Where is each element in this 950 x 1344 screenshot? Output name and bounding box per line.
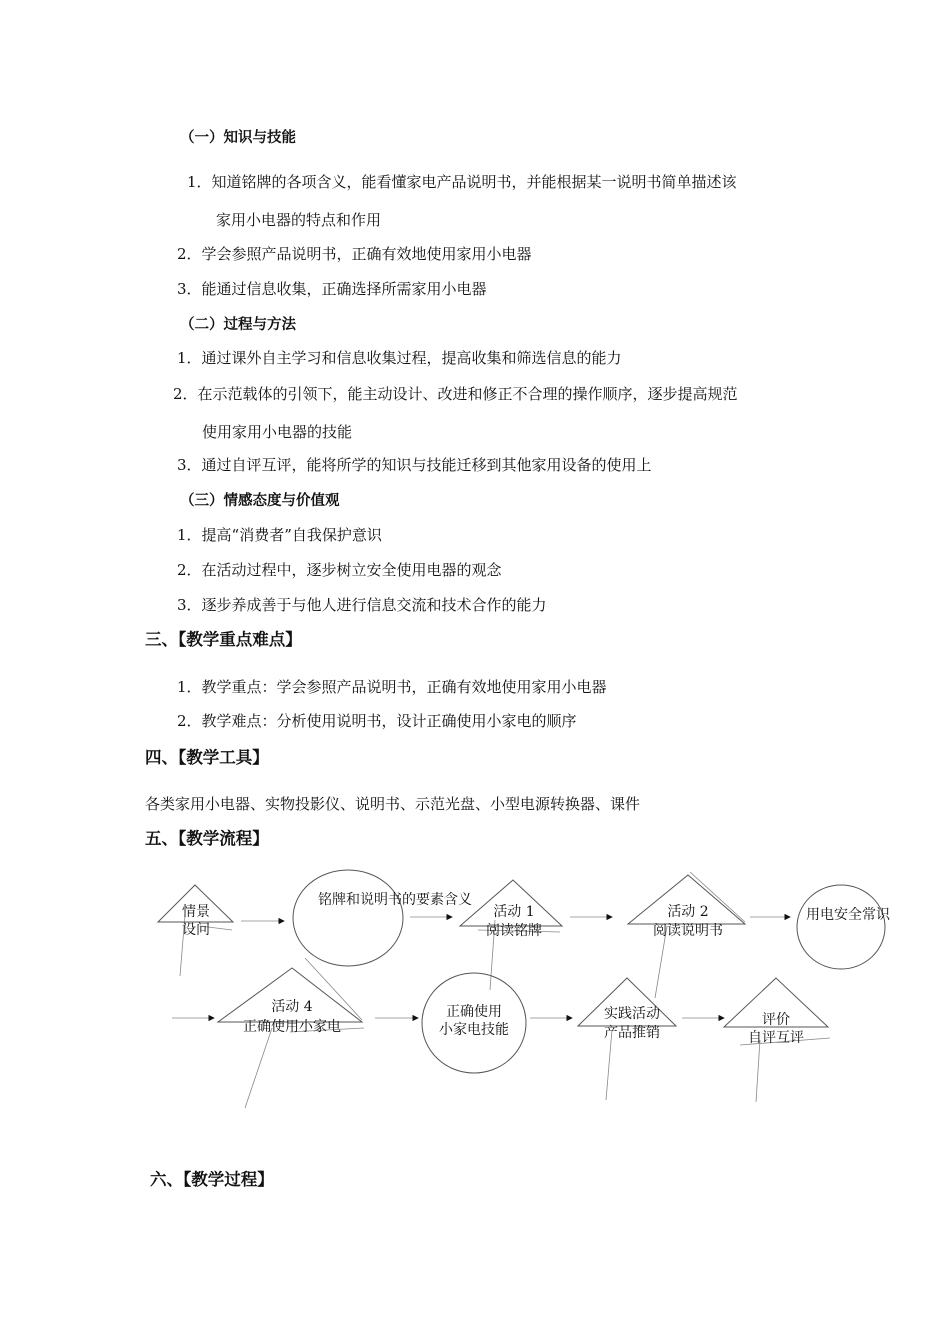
flow-node-practice <box>578 978 676 1100</box>
node-label: 活动 1 <box>493 904 535 920</box>
node-label: 设问 <box>182 922 210 938</box>
list-item: 3．逐步养成善于与他人进行信息交流和技术合作的能力 <box>177 596 547 614</box>
section-title-tools: 四、【教学工具】 <box>145 748 269 767</box>
list-item: 使用家用小电器的技能 <box>202 423 353 441</box>
node-label: 实践活动 <box>604 1006 660 1022</box>
node-label: 情景 <box>182 904 210 920</box>
subsection-title-attitude: （三）情感态度与价值观 <box>180 493 340 509</box>
list-item: 3．通过自评互评，能将所学的知识与技能迁移到其他家用设备的使用上 <box>177 456 652 474</box>
node-label: 活动 2 <box>667 904 709 920</box>
section-title-flow: 五、【教学流程】 <box>145 829 269 848</box>
node-label: 阅读铭牌 <box>486 923 542 939</box>
subsection-title-process: （二）过程与方法 <box>180 317 296 333</box>
list-item: 2．教学难点：分析使用说明书，设计正确使用小家电的顺序 <box>177 712 577 730</box>
flow-node-activity-4 <box>218 958 364 1108</box>
section-title-key-points: 三、【教学重点难点】 <box>145 630 302 649</box>
node-label: 正确使用小家电 <box>243 1019 341 1035</box>
node-label: 小家电技能 <box>439 1022 509 1038</box>
flow-node-skills <box>422 973 526 1073</box>
node-label: 自评互评 <box>748 1030 804 1046</box>
tools-text: 各类家用小电器、实物投影仪、说明书、示范光盘、小型电源转换器、课件 <box>145 795 641 813</box>
list-item: 2．在活动过程中，逐步树立安全使用电器的观念 <box>177 561 502 579</box>
node-label: 正确使用 <box>446 1004 502 1020</box>
flow-node-evaluation <box>724 978 830 1102</box>
list-item: 1．提高“消费者”自我保护意识 <box>177 526 382 544</box>
node-label: 产品推销 <box>604 1025 660 1041</box>
node-label: 活动 4 <box>271 999 313 1015</box>
node-label: 用电安全常识 <box>806 907 890 923</box>
node-label: 阅读说明书 <box>653 923 723 939</box>
list-item: 家用小电器的特点和作用 <box>216 211 382 229</box>
subsection-title-knowledge: （一）知识与技能 <box>180 130 296 146</box>
flow-node-situation <box>158 885 233 976</box>
flow-node-elements-meaning <box>293 870 472 966</box>
list-item: 1．知道铭牌的各项含义，能看懂家电产品说明书，并能根据某一说明书简单描述该 <box>187 173 737 191</box>
section-title-teaching-process: 六、【教学过程】 <box>150 1170 274 1189</box>
flow-node-safety <box>797 885 891 969</box>
list-item: 1．教学重点：学会参照产品说明书，正确有效地使用家用小电器 <box>177 678 607 696</box>
list-item: 2．学会参照产品说明书，正确有效地使用家用小电器 <box>177 245 532 263</box>
teaching-flow-diagram <box>0 860 950 1130</box>
node-label: 评价 <box>762 1012 790 1028</box>
list-item: 1．通过课外自主学习和信息收集过程，提高收集和筛选信息的能力 <box>177 349 622 367</box>
node-label: 铭牌和说明书的要素含义 <box>318 892 472 908</box>
list-item: 2．在示范载体的引领下，能主动设计、改进和修正不合理的操作顺序，逐步提高规范 <box>173 385 738 403</box>
flow-node-activity-2 <box>628 872 745 998</box>
list-item: 3．能通过信息收集，正确选择所需家用小电器 <box>177 280 487 298</box>
